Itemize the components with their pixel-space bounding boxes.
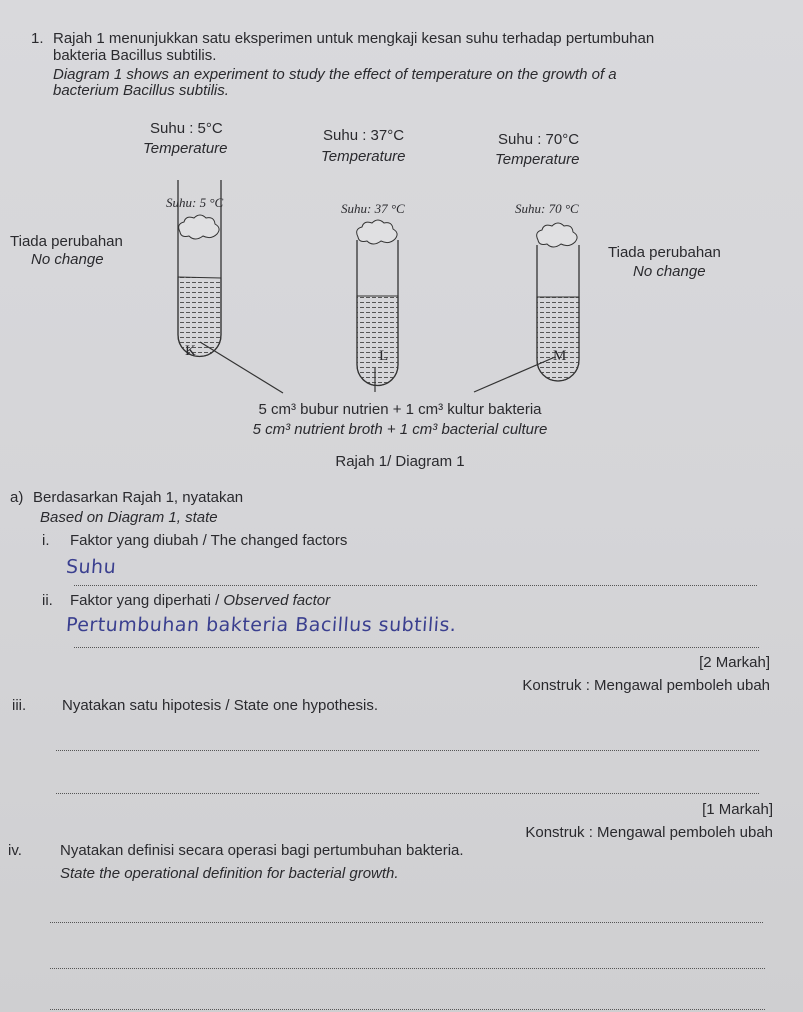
right-note-ms: Tiada perubahan [608, 244, 721, 261]
item-i-num: i. [42, 532, 50, 549]
temp-header-l-en: Temperature [321, 148, 406, 165]
item-i-text: Faktor yang diubah / The changed factors [70, 532, 348, 549]
intro-en-line-1: Diagram 1 shows an experiment to study the effect of temperature on the growth of a [53, 66, 617, 83]
contents-ms: 5 cm³ bubur nutrien + 1 cm³ kultur bakteria [258, 401, 542, 418]
item-iv-text-ms: Nyatakan definisi secara operasi bagi pertumbuhan bakteria. [60, 842, 464, 859]
answer-line[interactable] [56, 750, 759, 751]
item-iii-text: Nyatakan satu hipotesis / State one hypothesis. [62, 697, 379, 714]
intro-ms-line-2: bakteria Bacillus subtilis. [53, 47, 217, 64]
answer-line[interactable] [50, 968, 765, 969]
item-ii-text-en: Observed factor [223, 592, 331, 609]
intro-en-line-2: bacterium Bacillus subtilis. [53, 82, 229, 99]
answer-line[interactable] [50, 1009, 765, 1010]
answer-line [74, 585, 757, 586]
tube-k-letter: K [185, 343, 196, 359]
test-tubes-diagram [0, 0, 803, 420]
construct-2: Konstruk : Mengawal pemboleh ubah [525, 824, 773, 841]
answer-line[interactable] [50, 922, 763, 923]
cotton-plug-icon [179, 215, 219, 239]
part-a-prompt-ms: Berdasarkan Rajah 1, nyatakan [33, 489, 244, 506]
tube-k-label: Suhu: 5 °C [166, 195, 224, 210]
construct-1: Konstruk : Mengawal pemboleh ubah [522, 677, 770, 694]
tube-l-label: Suhu: 37 °C [341, 201, 405, 216]
tube-m-label: Suhu: 70 °C [515, 201, 579, 216]
right-note-en: No change [633, 263, 706, 280]
temp-header-m-en: Temperature [495, 151, 580, 168]
item-ii-num: ii. [42, 592, 53, 609]
answer-line [74, 647, 759, 648]
tube-m-letter: M [553, 348, 567, 364]
item-ii-text-ms: Faktor yang diperhati / [70, 592, 224, 609]
answer-ii[interactable]: Pertumbuhan bakteria Bacillus subtilis. [65, 614, 458, 636]
temp-header-k: Suhu : 5°C [150, 120, 223, 137]
part-a-label: a) [10, 489, 24, 506]
cotton-plug-icon [537, 223, 577, 247]
diagram-caption: Rajah 1/ Diagram 1 [335, 453, 465, 470]
question-number: 1. [31, 30, 44, 47]
item-iv-text-en: State the operational definition for bacterial growth. [60, 865, 399, 882]
answer-line[interactable] [56, 793, 759, 794]
temp-header-l: Suhu : 37°C [323, 127, 405, 144]
marks-2: [2 Markah] [699, 654, 770, 671]
item-iv-num: iv. [8, 842, 22, 859]
answer-i[interactable]: Suhu [65, 556, 117, 578]
intro-ms-line-1: Rajah 1 menunjukkan satu eksperimen untuk mengkaji kesan suhu terhadap pertumbuhan [53, 30, 655, 47]
test-tube-l [357, 220, 398, 386]
item-iii-num: iii. [12, 697, 27, 714]
cotton-plug-icon [357, 220, 397, 244]
temp-header-k-en: Temperature [143, 140, 228, 157]
part-a-prompt-en: Based on Diagram 1, state [40, 509, 218, 526]
left-note-en: No change [31, 251, 104, 268]
tube-l-letter: L [379, 348, 389, 364]
marks-1: [1 Markah] [702, 801, 773, 818]
test-tube-k [178, 180, 221, 357]
temp-header-m: Suhu : 70°C [498, 131, 580, 148]
left-note-ms: Tiada perubahan [10, 233, 123, 250]
contents-en: 5 cm³ nutrient broth + 1 cm³ bacterial culture [252, 421, 548, 438]
